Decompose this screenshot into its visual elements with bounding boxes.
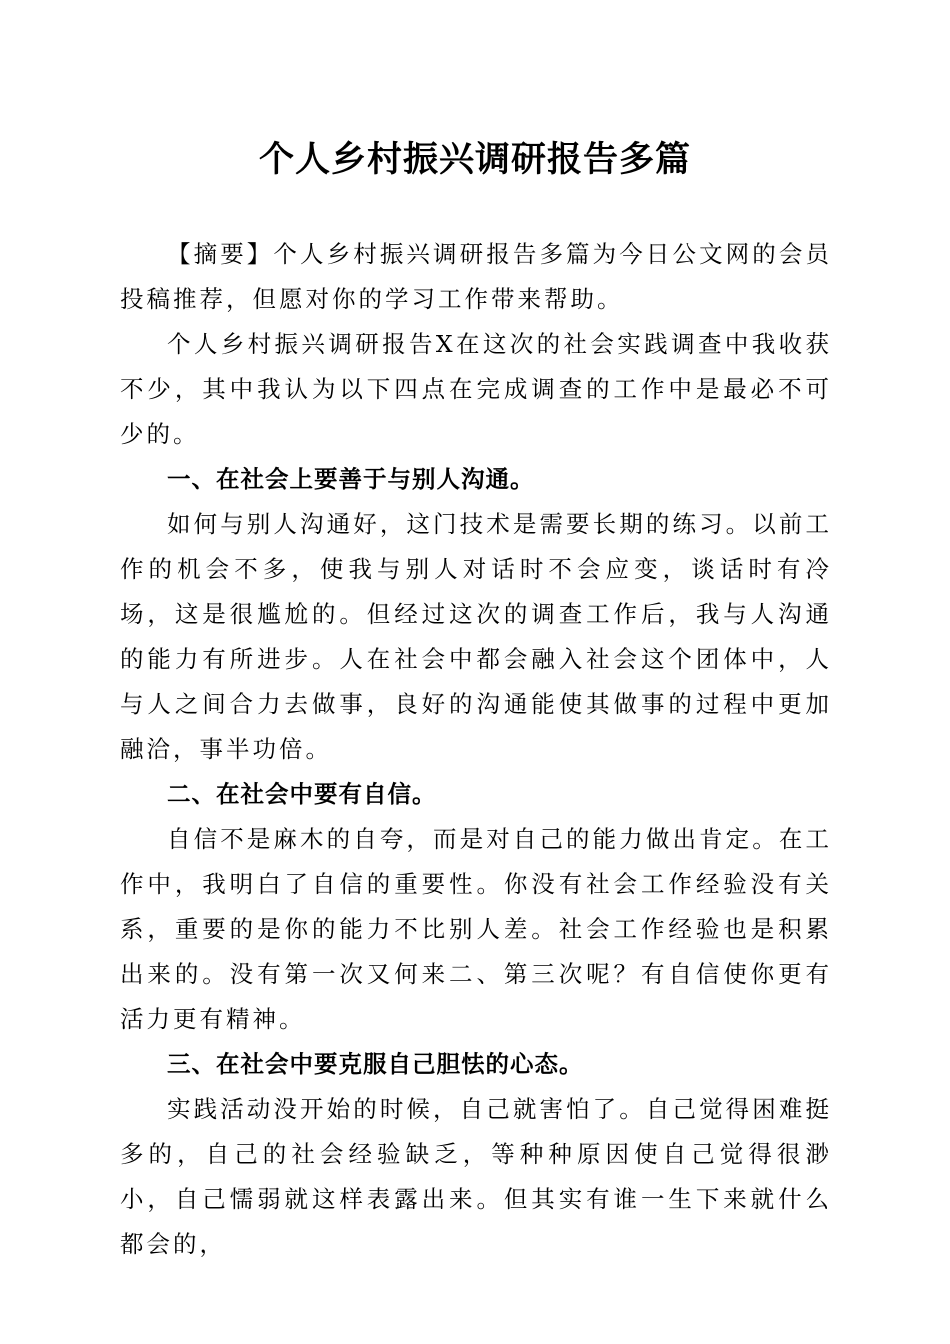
section-heading-2: 二、在社会中要有自信。	[167, 780, 437, 808]
section-paragraph-3: 实践活动没开始的时候，自己就害怕了。自己觉得困难挺多的，自己的社会经验缺乏，等种种原因使自己觉得很渺小，自己懦弱就这样表露出来。但其实有谁一生下来就什么都会的，	[120, 1095, 832, 1258]
section-heading-1: 一、在社会上要善于与别人沟通。	[167, 465, 535, 493]
document-title: 个人乡村振兴调研报告多篇	[258, 139, 691, 180]
document-body	[120, 232, 832, 1267]
section-heading-3: 三、在社会中要克服自己胆怯的心态。	[167, 1050, 584, 1078]
section-paragraph-1: 如何与别人沟通好，这门技术是需要长期的练习。以前工作的机会不多，使我与别人对话时不会应变，谈话时有冷场，这是很尴尬的。但经过这次的调查工作后，我与人沟通的能力有所进步。人在社会中都会融入社会这个团体中，人与人之间合力去做事，良好的沟通能使其做事的过程中更加融洽，事半功倍。	[120, 510, 832, 763]
intro-paragraph: 个人乡村振兴调研报告X在这次的社会实践调查中我收获不少，其中我认为以下四点在完成调查的工作中是最必不可少的。	[120, 330, 832, 448]
section-paragraph-2: 自信不是麻木的自夸，而是对自己的能力做出肯定。在工作中，我明白了自信的重要性。你没有社会工作经验没有关系，重要的是你的能力不比别人差。社会工作经验也是积累出来的。没有第一次又何来二、第三次呢？有自信使你更有活力更有精神。	[120, 825, 832, 1033]
abstract-paragraph: 【摘要】个人乡村振兴调研报告多篇为今日公文网的会员投稿推荐，但愿对你的学习工作带来帮助。	[120, 240, 832, 313]
